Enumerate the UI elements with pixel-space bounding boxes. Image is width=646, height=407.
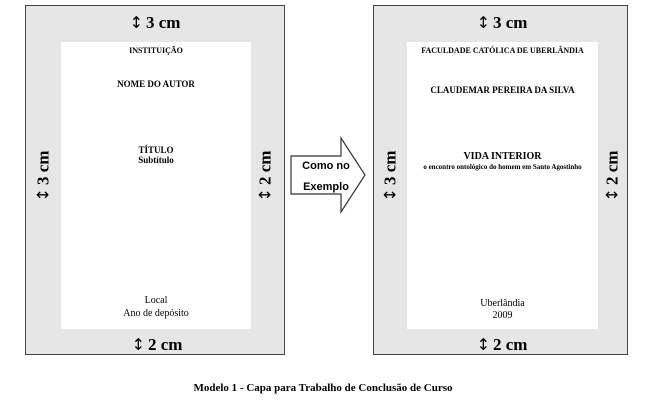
template-place: Local — [144, 295, 168, 306]
arrow-line2: Exemplo — [303, 181, 349, 193]
template-institution: INSTITUIÇÃO — [129, 46, 183, 55]
example-author: CLAUDEMAR PEREIRA DA SILVA — [430, 85, 575, 95]
vertical-arrow-icon: ↕ — [476, 13, 490, 32]
right-arrow-icon — [289, 136, 367, 214]
example-subtitle: o encontro ontológico do homem em Santo Agostinho — [423, 163, 582, 171]
template-left-margin-label: ↕3 cm — [33, 150, 53, 202]
vertical-arrow-icon: ↕ — [255, 188, 275, 202]
template-page-area — [61, 42, 251, 329]
vertical-arrow-icon: ↕ — [602, 188, 622, 202]
example-right-margin-label: ↕2 cm — [602, 150, 622, 202]
example-year: 2009 — [492, 310, 513, 321]
figure-caption: Modelo 1 - Capa para Trabalho de Conclusão de Curso — [193, 382, 453, 394]
template-right-margin-label: ↕2 cm — [255, 150, 275, 202]
arrow-line1: Como no — [302, 160, 350, 172]
example-institution: FACULDADE CATÓLICA DE UBERLÂNDIA — [421, 46, 584, 55]
example-left-margin-label: ↕3 cm — [380, 150, 400, 202]
example-title: VIDA INTERIOR — [463, 151, 542, 162]
example-bottom-margin-label: ↕ 2 cm — [476, 335, 528, 354]
template-author: NOME DO AUTOR — [117, 79, 195, 89]
vertical-arrow-icon: ↕ — [129, 13, 143, 32]
template-subtitle: Subtítulo — [138, 155, 174, 165]
vertical-arrow-icon: ↕ — [131, 335, 145, 354]
vertical-arrow-icon: ↕ — [380, 188, 400, 202]
template-bottom-margin-label: ↕ 2 cm — [131, 335, 183, 354]
template-title: TÍTULO — [138, 145, 174, 155]
template-year: Ano de depósito — [123, 308, 189, 319]
example-page-area — [407, 42, 598, 329]
vertical-arrow-icon: ↕ — [33, 188, 53, 202]
vertical-arrow-icon: ↕ — [476, 335, 490, 354]
example-place: Uberlândia — [480, 298, 525, 309]
example-top-margin-label: ↕ 3 cm — [476, 13, 528, 32]
template-top-margin-label: ↕ 3 cm — [129, 13, 181, 32]
